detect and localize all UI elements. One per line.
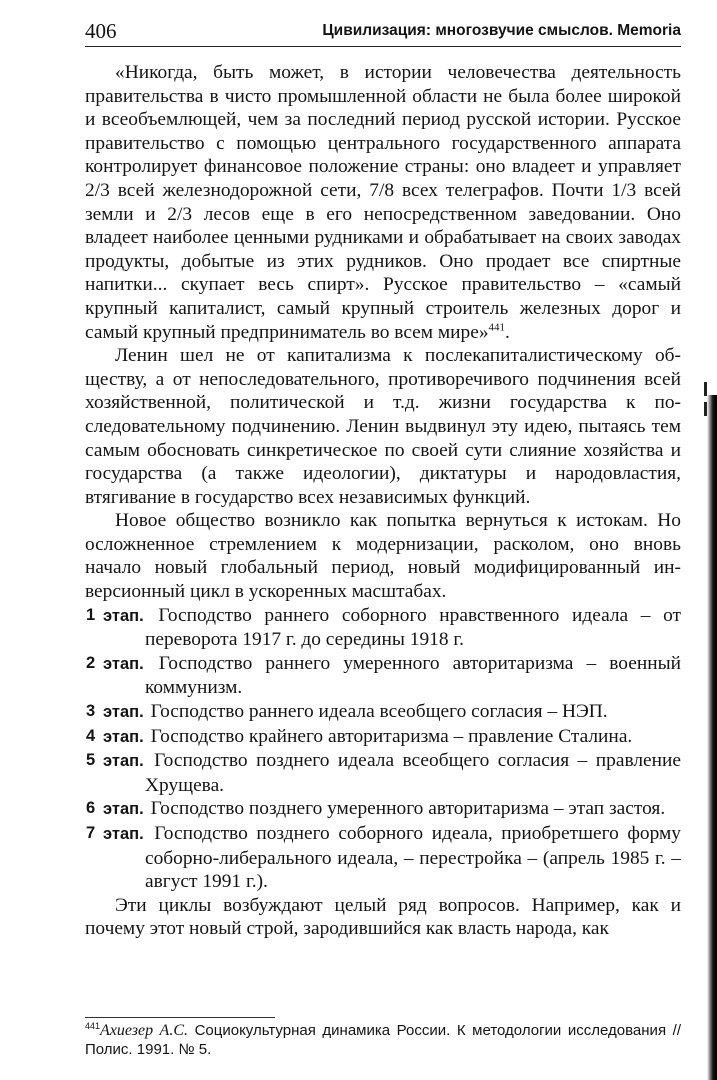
stages-list <box>85 604 681 894</box>
paragraph-quote-text: «Никогда, быть может, в истории человечества деятельность правительства в чисто промышленной области не была более широкой и всеобъемлющей, чем за последний период русской истории. Русское правительство с помощью центрального государственного аппарата контролирует финансовое положение страны: оно владеет и управляет 2/3 всей железнодорожной сети, 7/8 всех телеграфов. Почти 1/3 всей земли и 2/3 лесов еще в его непосредственном заведовании. Оно владеет наиболее ценными рудниками и обрабатывает на своих заводах продукты, добытые из этих рудников. Оно продает все спиртные напитки... скупает весь спирт». Русское правительство – «самый крупный капиталист, самый крупный строитель железных дорог и самый крупный предприниматель во всем мире» <box>85 62 681 343</box>
stage-word: этап. <box>103 654 144 673</box>
stage-number: 1 <box>86 605 96 624</box>
stage-word: этап. <box>103 752 144 771</box>
stage-text: Господство раннего умеренного авторитаризма – военный коммунизм. <box>145 652 681 699</box>
running-title: Цивилизация: многозвучие смыслов. Memoria <box>322 22 681 39</box>
page-number: 406 <box>85 19 117 43</box>
stage-text: Господство позднего умеренного авторитаризма – этап застоя. <box>150 798 666 820</box>
stage-word: этап. <box>103 606 144 625</box>
stage-number: 5 <box>86 751 96 770</box>
stage-number: 7 <box>86 824 96 842</box>
stage-text: Господство позднего идеала всеобщего согласия – правление Хрущева. <box>145 750 681 796</box>
stage-word: этап. <box>103 727 144 746</box>
page-header <box>85 16 681 47</box>
spine-mark <box>704 382 707 396</box>
stage-text: Господство раннего соборного нравственного идеала – от переворота 1917 г. до середины 1918 г. <box>145 604 681 651</box>
list-item <box>85 822 681 894</box>
footnote-number: 441 <box>85 1021 101 1031</box>
list-item <box>85 797 681 822</box>
stage-text: Господство раннего идеала всеобщего согласия – НЭП. <box>150 701 608 723</box>
paragraph-lenin: Ленин шел не от капитализма к послекапиталистическому обществу, а от непоследовательного, противоречивого подчинения всей хозяйственной, политической и т.д. жизни государства к последовательному подчинению. Ленин выдвинул эту идею, пытаясь тем самым обосновать синкретическое по своей сути слияние хозяйства и государства (а также идеологии), диктатуры и народовластия, втягивание в государство всех независимых функций. <box>85 345 681 508</box>
list-item <box>85 725 681 750</box>
paragraph-new-society: Новое общество возникло как попытка вернуться к истокам. Но осложненное стремлением к модернизации, расколом, оно вновь начало новый глобальный период, новый модифицированный инверсионный цикл в ускоренных масштабах. <box>85 510 681 603</box>
paragraph-questions: Эти циклы возбуждают целый ряд вопросов. Например, как и почему этот новый строй, зародившийся как власть народа, как <box>85 894 681 940</box>
book-spine-shadow <box>707 395 717 1080</box>
footnote-author: Ахиезер А.С. <box>100 1022 188 1039</box>
list-item <box>85 652 681 700</box>
stage-word: этап. <box>103 800 144 819</box>
paragraph-quote-end: . <box>505 321 510 343</box>
list-item <box>85 604 681 652</box>
footnote-reference: 441 <box>488 321 506 334</box>
stage-number: 4 <box>86 726 96 745</box>
footnote-divider <box>85 1017 275 1018</box>
stage-text: Господство крайнего авторитаризма – правление Сталина. <box>150 725 633 747</box>
footnote-text: Социокультурная динамика России. К методологии исследования // Полис. 1991. № 5. <box>85 1022 681 1058</box>
stage-number: 2 <box>86 653 96 672</box>
stage-word: этап. <box>103 703 144 722</box>
stage-word: этап. <box>103 825 144 843</box>
stage-number: 3 <box>86 702 96 721</box>
paragraph-quote <box>85 61 681 344</box>
footnote <box>85 1021 681 1059</box>
list-item <box>85 700 681 725</box>
stage-number: 6 <box>86 799 96 818</box>
stage-text: Господство позднего соборного идеала, приобретшего форму соборно-либерального идеала, – перестройка – (апрель 1985 г. – август 1991 г.). <box>145 823 681 893</box>
main-text <box>85 61 681 941</box>
list-item <box>85 749 681 797</box>
spine-mark <box>704 402 707 416</box>
